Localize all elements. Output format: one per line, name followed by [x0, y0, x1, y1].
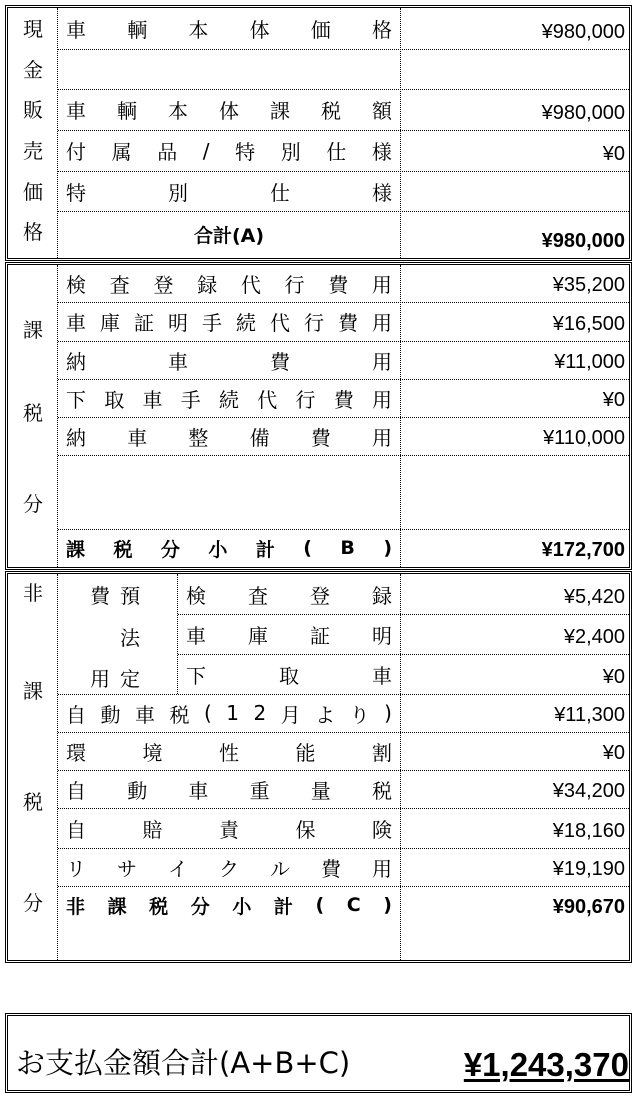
table-row: [8, 848, 629, 886]
row-value: ¥980,000: [541, 21, 625, 43]
subtotal-label: 課 税 分 小 計 ( B ): [66, 537, 392, 561]
table-row: [8, 130, 629, 171]
table-row: [8, 49, 629, 89]
row-value: [400, 455, 629, 529]
side-label-char: 課: [23, 318, 43, 342]
subtotal-label: 非 課 税 分 小 計 ( C ): [66, 894, 392, 918]
deposit-group-char: 費: [90, 584, 110, 608]
row-value: ¥11,300: [554, 704, 625, 726]
row-label: 車 庫 証 明: [186, 623, 392, 648]
row-value: ¥35,200: [552, 274, 625, 296]
deposit-group-char: 用: [90, 667, 110, 691]
row-value: ¥5,420: [563, 586, 625, 608]
side-label-char: 販: [23, 98, 43, 122]
subtotal-value: ¥172,700: [541, 539, 625, 561]
row-value: ¥0: [602, 742, 625, 764]
table-row: [8, 732, 629, 770]
row-label: 車 輌 本 体 課 税 額: [66, 99, 392, 123]
row-label: [58, 455, 400, 529]
subtotal-row: [8, 886, 629, 924]
table-row: [8, 265, 629, 302]
subtotal-value: ¥980,000: [541, 230, 625, 252]
row-label: 納 車 費 用: [66, 349, 392, 374]
row-value: ¥0: [602, 389, 625, 411]
side-label-char: 売: [23, 139, 43, 163]
row-value: ¥2,400: [563, 626, 625, 648]
side-label-char: 課: [23, 679, 43, 703]
row-label: [58, 49, 400, 89]
row-value: ¥0: [602, 666, 625, 688]
deposit-group-char: 法: [120, 626, 140, 650]
table-row: [8, 89, 629, 130]
subtotal-value: ¥90,670: [552, 896, 625, 918]
deposit-group-char: 預: [120, 584, 140, 608]
side-label-char: 税: [23, 790, 43, 814]
row-value: ¥19,190: [552, 858, 625, 880]
side-label-char: 格: [23, 220, 43, 244]
table-row: [8, 574, 629, 614]
table-row: [8, 455, 629, 529]
row-label: 自 動 車 税 ( 1 2 月 よ り ): [66, 701, 392, 727]
taxable-section: [5, 262, 632, 570]
row-label: 自 動 車 重 量 税: [66, 778, 392, 803]
table-row: [8, 341, 629, 379]
side-label-char: 分: [23, 492, 43, 516]
table-row: [8, 694, 629, 732]
row-value: ¥0: [602, 143, 625, 165]
row-label: 車 庫 証 明 手 続 代 行 費 用: [66, 311, 392, 335]
side-label-char: 分: [23, 891, 43, 915]
table-row: [8, 770, 629, 808]
table-row: [8, 171, 629, 211]
table-row: [8, 808, 629, 848]
subtotal-row: [8, 211, 629, 258]
side-label-char: 金: [23, 58, 43, 82]
grand-total-label: お支払金額合計(A+B+C): [16, 1046, 351, 1080]
row-label: 付 属 品 / 特 別 仕 様: [66, 138, 392, 164]
grand-total-box: [5, 1013, 632, 1093]
cash-price-section: [5, 5, 632, 261]
table-row: [8, 379, 629, 417]
row-label: 検 査 登 録 代 行 費 用: [66, 273, 392, 297]
table-row: [8, 614, 629, 654]
row-value: [400, 49, 629, 89]
subtotal-row: [8, 529, 629, 567]
row-value: ¥34,200: [552, 780, 625, 802]
row-label: 納 車 整 備 費 用: [66, 425, 392, 450]
deposit-group-char: 定: [120, 667, 140, 691]
side-label-char: 税: [23, 401, 43, 425]
table-row: [8, 417, 629, 455]
table-row: [8, 8, 629, 49]
table-row: [8, 654, 629, 694]
grand-total-value: ¥1,243,370: [463, 1046, 629, 1083]
row-label: 自 賠 責 保 険: [66, 817, 392, 842]
row-value: ¥18,160: [552, 820, 625, 842]
side-label-char: 価: [23, 180, 43, 204]
row-value: [400, 171, 629, 211]
row-label: 特 別 仕 様: [66, 180, 392, 205]
table-row: [8, 302, 629, 341]
row-label: 下 取 車: [186, 663, 392, 688]
row-value: ¥980,000: [541, 102, 625, 124]
nontaxable-section: [5, 571, 632, 963]
row-value: ¥11,000: [554, 351, 625, 373]
row-value: ¥16,500: [552, 313, 625, 335]
row-label: 車 輌 本 体 価 格: [66, 18, 392, 42]
row-label: 環 境 性 能 割: [66, 740, 392, 765]
side-label-char: 現: [23, 17, 43, 41]
subtotal-label: 合計(A): [193, 225, 265, 247]
side-label-char: 非: [23, 581, 43, 605]
row-label: リ サ イ ク ル 費 用: [66, 856, 392, 881]
row-label: 下 取 車 手 続 代 行 費 用: [66, 387, 392, 412]
row-label: 検 査 登 録: [186, 583, 392, 608]
row-value: ¥110,000: [543, 427, 625, 449]
